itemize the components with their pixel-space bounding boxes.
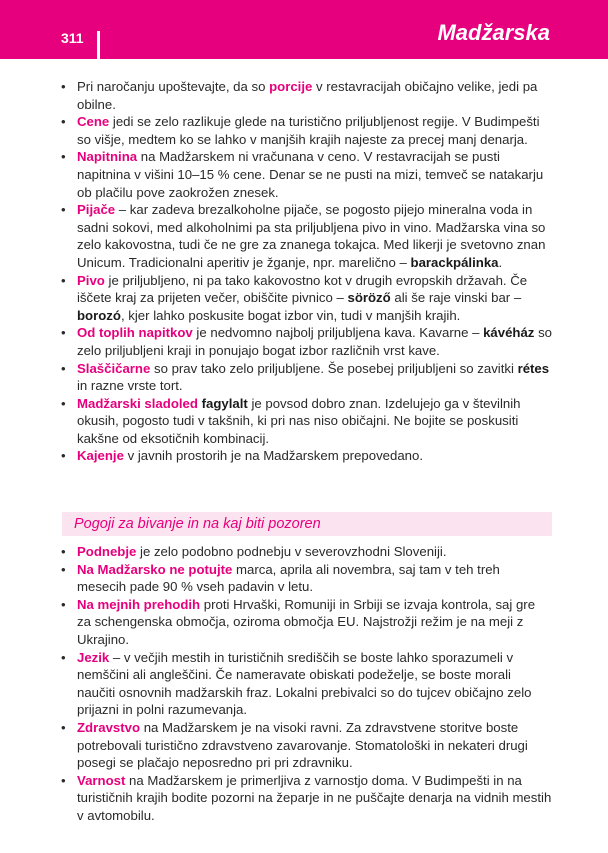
tips-list: [60, 78, 552, 465]
page-header: [0, 0, 608, 59]
header-divider: [97, 31, 100, 59]
list-item: • Slaščičarne so prav tako zelo priljubljene. Še posebej priljubljeni so zavitki rétes in razne vrste tort.: [60, 360, 552, 395]
list-item: • Na mejnih prehodih proti Hrvaški, Romuniji in Srbiji se izvaja kontrola, saj gre za schengenska območja, oziroma območja EU. Najstrožji režim je na meji z Ukrajino.: [60, 596, 552, 649]
list-item: • Od toplih napitkov je nedvomno najbolj priljubljena kava. Kavarne – kávéház so zelo priljubljeni kraji in ponujajo bogat izbor različnih vrst kave.: [60, 324, 552, 359]
list-item: • Pri naročanju upoštevajte, da so porcije v restavracijah običajno velike, jedi pa obilne.: [60, 78, 552, 113]
list-item: • Zdravstvo na Madžarskem je na visoki ravni. Za zdravstvene storitve boste potrebovali turistično zdravstveno zavarovanje. Stomatološki in nekateri drugi posegi se plačajo neposredno pri pri zdravniku.: [60, 719, 552, 772]
list-item: • Jezik – v večjih mestih in turističnih središčih se boste lahko sporazumeli v nemščini ali angleščini. Če nameravate obiskati podeželje, se boste morali naučiti osnovnih madžarskih fraz. Lokalni prebivalci so do tujcev običajno zelo prijazni in polni razumevanja.: [60, 649, 552, 719]
list-item: • Madžarski sladoled fagylalt je povsod dobro znan. Izdelujejo ga v številnih okusih, pogosto tudi v takšnih, ki pri nas niso običajni. Ne bojite se poskusiti kakšne od eksotičnih kombinacij.: [60, 395, 552, 448]
list-item: • Kajenje v javnih prostorih je na Madžarskem prepovedano.: [60, 447, 552, 465]
section-heading: Pogoji za bivanje in na kaj biti pozoren: [62, 512, 552, 536]
list-item: • Pivo je priljubljeno, ni pa tako kakovostno kot v drugih evropskih državah. Če iščete kraj za prijeten večer, obiščite pivnico – söröző ali še raje vinski bar – borozó, kjer lahko poskusite bogat izbor vin, tudi v manjših krajih.: [60, 272, 552, 325]
list-item: • Pijače – kar zadeva brezalkoholne pijače, se pogosto pijejo mineralna voda in sadni sokovi, med alkoholnimi pa sta priljubljena pivo in vino. Madžarska vina so zelo kakovostna, tudi če ne gre za znanega tokajca. Med likerji je svetovno znan Unicum. Tradicionalni aperitiv je žganje, npr. marelično – barackpálinka.: [60, 201, 552, 271]
list-item: • Varnost na Madžarskem je primerljiva z varnostjo doma. V Budimpešti in na turističnih krajih bodite pozorni na žeparje in ne puščajte denarja na vidnih mestih v avtomobilu.: [60, 772, 552, 825]
chapter-title: Madžarska: [437, 20, 550, 45]
list-item: • Cene jedi se zelo razlikuje glede na turistično priljubljenost regije. V Budimpešti so višje, medtem ko se lahko v manjših krajih najeste za precej manj denarja.: [60, 113, 552, 148]
list-item: • Na Madžarsko ne potujte marca, aprila ali novembra, saj tam v teh treh mesecih pade 90 % vseh padavin v letu.: [60, 561, 552, 596]
conditions-list: [60, 543, 552, 825]
list-item: • Napitnina na Madžarskem ni vračunana v ceno. V restavracijah se pusti napitnina v višini 10–15 % cene. Denar se ne pusti na mizi, temveč se natakarju ob plačilu pove zaokrožen znesek.: [60, 148, 552, 201]
page-number: 311: [61, 30, 84, 46]
list-item: • Podnebje je zelo podobno podnebju v severovzhodni Sloveniji.: [60, 543, 552, 561]
